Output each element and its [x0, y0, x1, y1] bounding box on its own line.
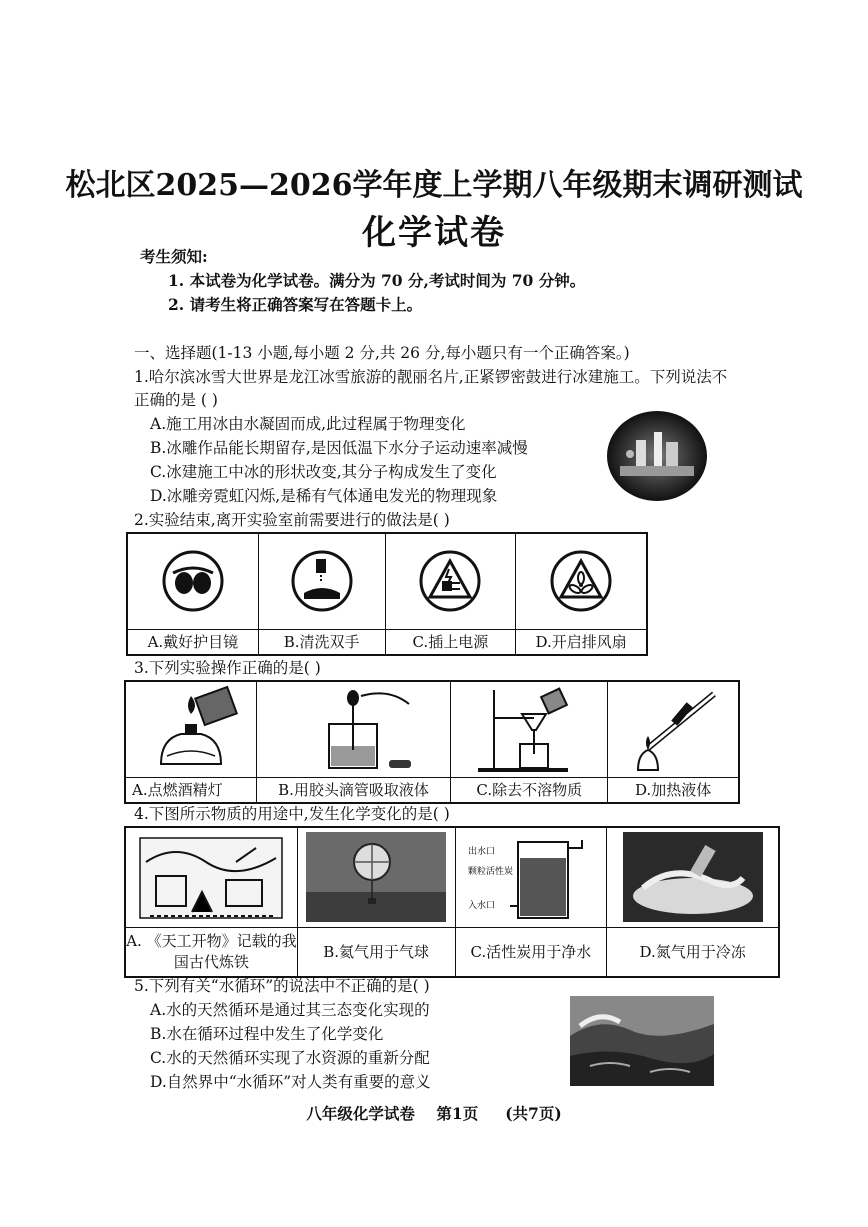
- q5-option-a: A.水的天然循环是通过其三态变化实现的: [150, 1001, 430, 1019]
- filter-label-carbon: 颗粒活性炭: [467, 867, 513, 878]
- q5-stem: 5.下列有关“水循环”的说法中不正确的是( ): [134, 977, 430, 995]
- q5-option-c: C.水的天然循环实现了水资源的重新分配: [150, 1049, 430, 1067]
- q4-option-a: A. 《天工开物》记载的我国古代炼铁: [125, 927, 297, 977]
- notice-heading: 考生须知:: [140, 247, 208, 266]
- filter-label-outlet: 出水口: [467, 847, 495, 858]
- q3-option-d: D.加热液体: [608, 777, 739, 803]
- q2-option-a: A.戴好护目镜: [127, 629, 258, 655]
- q3-option-b: B.用胶头滴管吸取液体: [256, 777, 451, 803]
- q5-option-d: D.自然界中“水循环”对人类有重要的意义: [150, 1073, 431, 1091]
- liquid-nitrogen-photo: [607, 827, 779, 927]
- notice-item-2: 2. 请考生将正确答案写在答题卡上。: [168, 295, 423, 314]
- balloon-photo: [297, 827, 455, 927]
- q3-option-a: A.点燃酒精灯: [125, 777, 256, 803]
- q1-option-a: A.施工用冰由水凝固而成,此过程属于物理变化: [150, 415, 466, 433]
- plug-warning-pictogram: [385, 533, 516, 629]
- page-footer: 八年级化学试卷 第1页 (共7页): [306, 1104, 562, 1123]
- q3-option-c: C.除去不溶物质: [451, 777, 608, 803]
- q5-option-b: B.水在循环过程中发生了化学变化: [150, 1025, 384, 1043]
- exam-subtitle: 化学试卷: [362, 213, 506, 253]
- section-heading: 一、选择题(1-13 小题,每小题 2 分,共 26 分,每小题只有一个正确答案。): [134, 344, 630, 362]
- alcohol-lamp-illustration: [125, 681, 256, 777]
- q4-option-table: [124, 826, 780, 978]
- wash-hands-pictogram: [258, 533, 385, 629]
- ice-sculpture-photo: [606, 410, 708, 506]
- fan-warning-pictogram: [516, 533, 647, 629]
- q1-option-b: B.冰雕作品能长期留存,是因低温下水分子运动速率减慢: [150, 439, 528, 457]
- q1-stem-line1: 1.哈尔滨冰雪大世界是龙江冰雪旅游的靓丽名片,正紧锣密鼓进行冰建施工。下列说法不: [134, 368, 728, 386]
- q1-option-c: C.冰建施工中冰的形状改变,其分子构成发生了变化: [150, 463, 497, 481]
- q4-option-c: C.活性炭用于净水: [455, 927, 607, 977]
- q3-stem: 3.下列实验操作正确的是( ): [134, 659, 321, 677]
- heating-liquid-illustration: [608, 681, 739, 777]
- dropper-illustration: [256, 681, 451, 777]
- q4-stem: 4.下图所示物质的用途中,发生化学变化的是( ): [134, 805, 450, 823]
- q4-option-d: D.氮气用于冷冻: [607, 927, 779, 977]
- q1-option-d: D.冰雕旁霓虹闪烁,是稀有气体通电发光的物理现象: [150, 487, 498, 505]
- q2-stem: 2.实验结束,离开实验室前需要进行的做法是( ): [134, 511, 450, 529]
- q2-option-c: C.插上电源: [385, 629, 516, 655]
- filter-label-inlet: 入水口: [467, 901, 495, 912]
- water-cycle-photo: [570, 996, 714, 1090]
- q2-option-table: [126, 532, 648, 656]
- q2-option-d: D.开启排风扇: [516, 629, 647, 655]
- activated-carbon-filter-diagram: [455, 827, 607, 927]
- goggles-pictogram: [127, 533, 258, 629]
- notice-item-1: 1. 本试卷为化学试卷。满分为 70 分,考试时间为 70 分钟。: [168, 271, 586, 290]
- exam-title: 松北区2025—2026学年度上学期八年级期末调研测试: [65, 168, 803, 203]
- q4-option-b: B.氦气用于气球: [297, 927, 455, 977]
- q2-option-b: B.清洗双手: [258, 629, 385, 655]
- filtration-illustration: [451, 681, 608, 777]
- ancient-ironmaking-illustration: [125, 827, 297, 927]
- q1-stem-line2: 正确的是 ( ): [134, 391, 218, 409]
- q3-option-table: [124, 680, 740, 804]
